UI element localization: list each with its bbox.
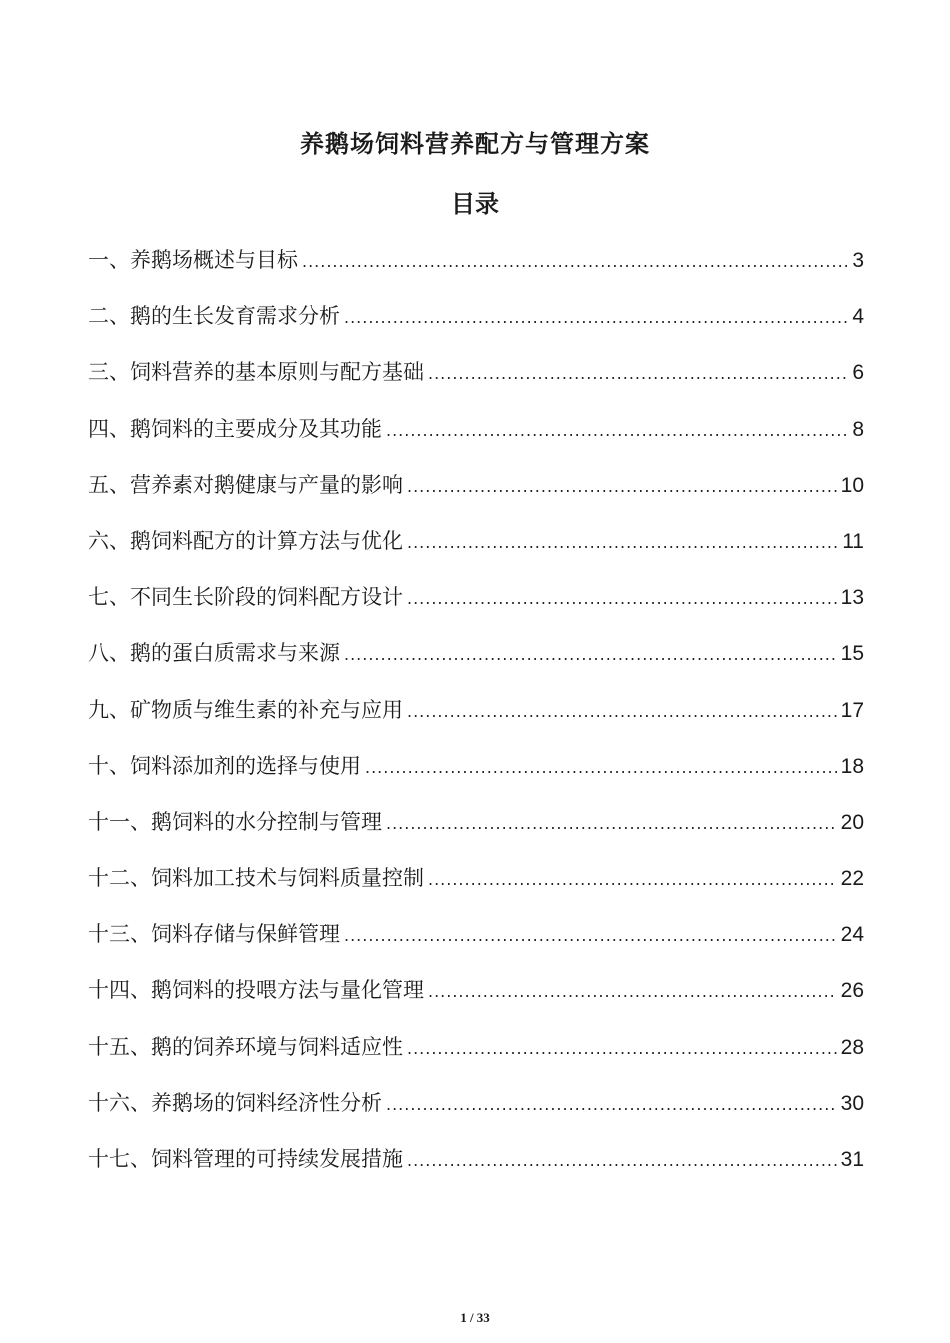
toc-entry-label: 十六、养鹅场的饲料经济性分析 [88, 1090, 382, 1115]
dot-leader [344, 645, 837, 664]
toc-entry-page: 22 [840, 867, 864, 891]
dot-leader [386, 421, 848, 440]
toc-entry-label: 七、不同生长阶段的饲料配方设计 [88, 585, 403, 610]
toc-entry[interactable] [88, 244, 864, 300]
dot-leader [344, 926, 837, 945]
document-title: 养鹅场饲料营养配方与管理方案 [300, 130, 650, 158]
toc-entry-page: 17 [840, 698, 864, 722]
dot-leader [302, 252, 848, 271]
toc-entry[interactable] [88, 469, 864, 525]
dot-leader [365, 758, 837, 777]
dot-leader [407, 477, 837, 496]
toc-entry-label: 八、鹅的蛋白质需求与来源 [88, 641, 340, 666]
dot-leader [407, 589, 837, 608]
toc-entry-label: 十一、鹅饲料的水分控制与管理 [88, 809, 382, 834]
dot-leader [407, 702, 837, 721]
toc-entry[interactable] [88, 1143, 864, 1199]
dot-leader [386, 1095, 837, 1114]
table-of-contents [88, 244, 864, 1199]
toc-entry-page: 26 [840, 979, 864, 1003]
dot-leader [344, 308, 848, 327]
toc-entry-page: 4 [852, 305, 864, 329]
toc-entry-page: 3 [852, 249, 864, 272]
toc-entry-page: 8 [852, 417, 864, 441]
dot-leader [386, 814, 837, 833]
toc-entry-label: 一、养鹅场概述与目标 [88, 248, 298, 272]
dot-leader [407, 1151, 837, 1170]
toc-entry-label: 十、饲料添加剂的选择与使用 [88, 753, 361, 778]
toc-entry[interactable] [88, 806, 864, 862]
toc-entry[interactable] [88, 862, 864, 918]
toc-entry-page: 28 [840, 1035, 864, 1059]
toc-entry-page: 24 [840, 923, 864, 947]
dot-leader [428, 982, 837, 1001]
toc-entry-label: 五、营养素对鹅健康与产量的影响 [88, 472, 403, 497]
toc-entry-label: 十三、饲料存储与保鲜管理 [88, 922, 340, 947]
toc-entry-label: 十五、鹅的饲养环境与饲料适应性 [88, 1034, 403, 1059]
toc-entry-label: 十四、鹅饲料的投喂方法与量化管理 [88, 978, 424, 1003]
toc-entry-label: 三、饲料营养的基本原则与配方基础 [88, 360, 424, 385]
toc-entry-page: 18 [840, 754, 864, 778]
dot-leader [428, 364, 848, 383]
toc-entry-label: 六、鹅饲料配方的计算方法与优化 [88, 528, 403, 553]
toc-entry[interactable] [88, 750, 864, 806]
dot-leader [407, 1039, 837, 1058]
toc-entry-label: 九、矿物质与维生素的补充与应用 [88, 697, 403, 722]
toc-entry-page: 10 [840, 473, 864, 497]
toc-entry-label: 四、鹅饲料的主要成分及其功能 [88, 416, 382, 441]
toc-entry-page: 15 [840, 642, 864, 666]
toc-entry[interactable] [88, 637, 864, 693]
toc-entry-page: 20 [840, 810, 864, 834]
toc-entry[interactable] [88, 974, 864, 1030]
toc-entry[interactable] [88, 918, 864, 974]
toc-entry[interactable] [88, 525, 864, 581]
dot-leader [428, 870, 837, 889]
toc-entry[interactable] [88, 413, 864, 469]
toc-entry-label: 二、鹅的生长发育需求分析 [88, 304, 340, 329]
toc-entry[interactable] [88, 1031, 864, 1087]
toc-entry-page: 31 [840, 1148, 864, 1171]
toc-entry-page: 30 [840, 1091, 864, 1115]
toc-entry-label: 十二、饲料加工技术与饲料质量控制 [88, 866, 424, 891]
toc-entry[interactable] [88, 300, 864, 356]
toc-entry[interactable] [88, 694, 864, 750]
toc-entry[interactable] [88, 581, 864, 637]
toc-entry-label: 十七、饲料管理的可持续发展措施 [88, 1147, 403, 1171]
page-number: 1 / 33 [460, 1310, 490, 1325]
toc-entry-page: 13 [840, 586, 864, 610]
dot-leader [407, 533, 838, 552]
toc-heading: 目录 [451, 190, 499, 218]
toc-entry[interactable] [88, 1087, 864, 1143]
toc-entry[interactable] [88, 356, 864, 412]
toc-entry-page: 11 [842, 529, 864, 553]
toc-entry-page: 6 [852, 361, 864, 385]
